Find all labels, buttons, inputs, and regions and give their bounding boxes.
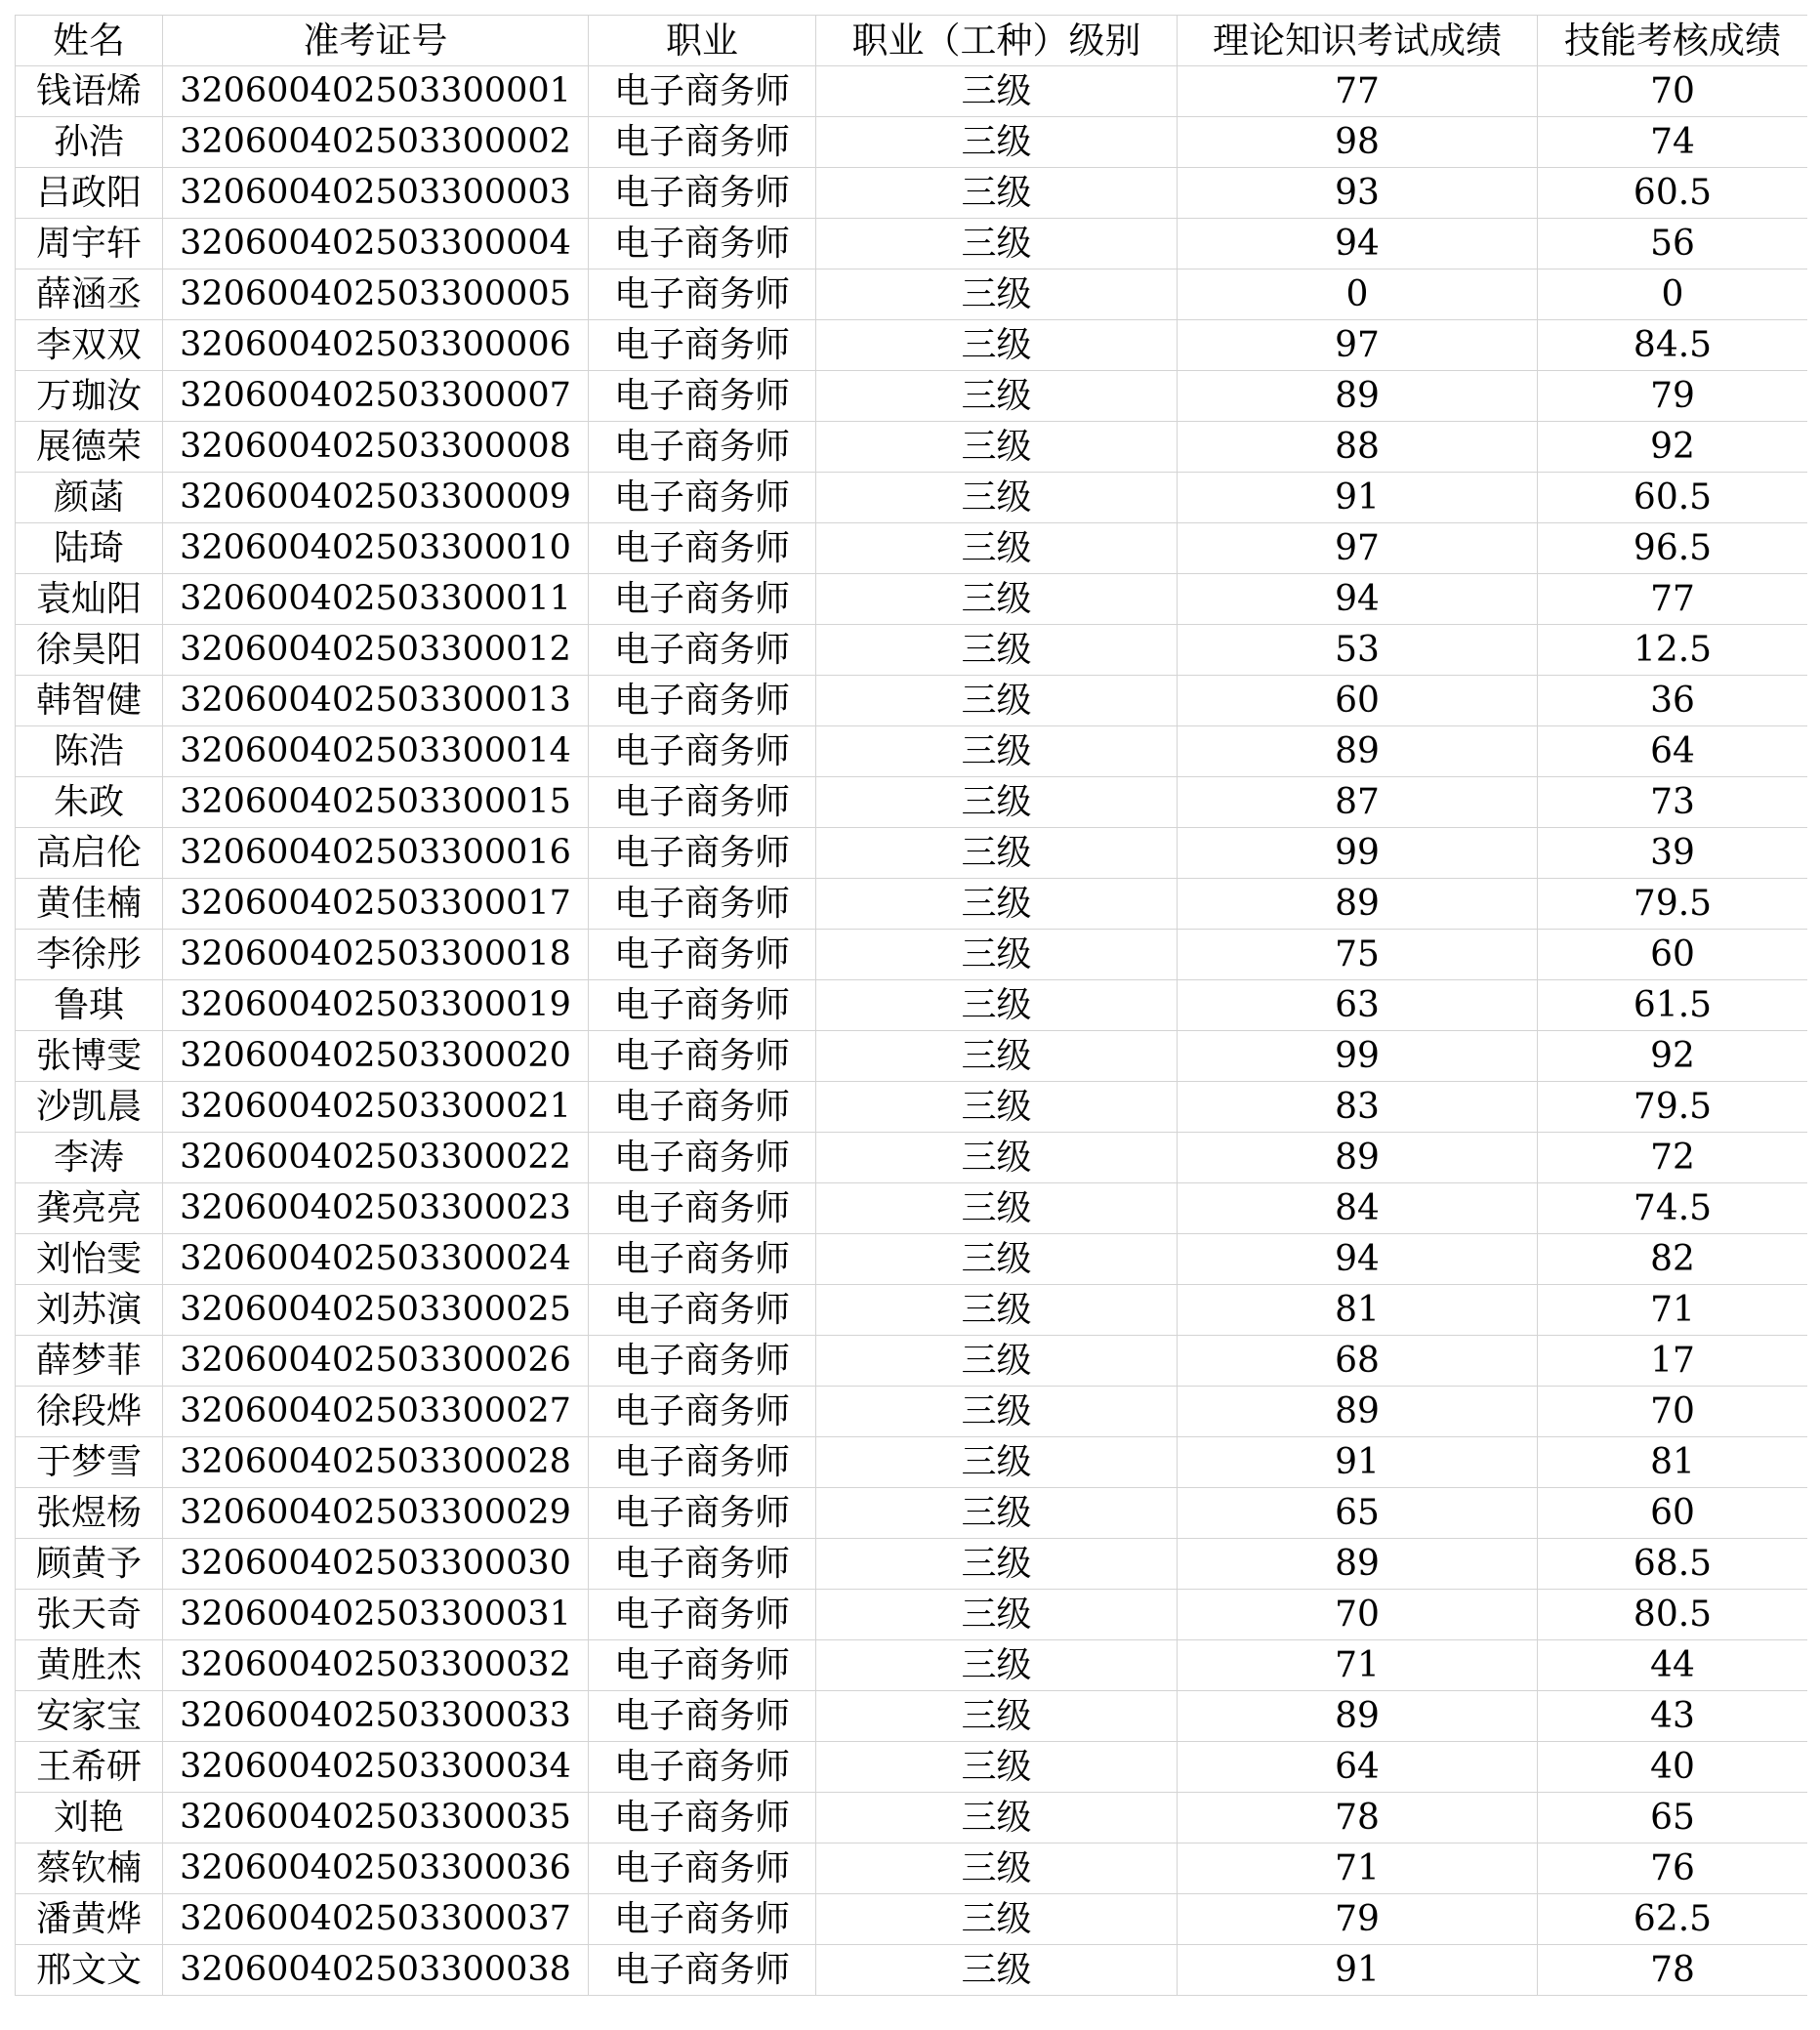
cell-level[interactable]: 三级 bbox=[816, 1082, 1178, 1133]
table-row bbox=[16, 1742, 1808, 1793]
cell-level[interactable]: 三级 bbox=[816, 980, 1178, 1031]
table-row bbox=[16, 219, 1808, 269]
cell-skill-score[interactable]: 81 bbox=[1538, 1437, 1808, 1488]
cell-exam-id[interactable]: 320600402503300010 bbox=[163, 523, 589, 574]
cell-occupation[interactable]: 电子商务师 bbox=[589, 1082, 816, 1133]
cell-name[interactable]: 鲁琪 bbox=[16, 980, 163, 1031]
cell-skill-score[interactable]: 39 bbox=[1538, 828, 1808, 879]
cell-name[interactable]: 李涛 bbox=[16, 1133, 163, 1183]
table-row bbox=[16, 168, 1808, 219]
cell-theory-score[interactable]: 97 bbox=[1178, 320, 1538, 371]
table-row bbox=[16, 117, 1808, 168]
cell-name[interactable]: 周宇轩 bbox=[16, 219, 163, 269]
cell-theory-score[interactable]: 70 bbox=[1178, 1590, 1538, 1640]
cell-theory-score[interactable]: 89 bbox=[1178, 726, 1538, 777]
table-row bbox=[16, 1285, 1808, 1336]
cell-occupation[interactable]: 电子商务师 bbox=[589, 1590, 816, 1640]
cell-exam-id[interactable]: 320600402503300022 bbox=[163, 1133, 589, 1183]
score-sheet bbox=[15, 15, 1807, 2015]
cell-name[interactable]: 徐昊阳 bbox=[16, 625, 163, 676]
cell-skill-score[interactable]: 92 bbox=[1538, 1031, 1808, 1082]
cell-name[interactable]: 李徐彤 bbox=[16, 930, 163, 980]
cell-level[interactable]: 三级 bbox=[816, 625, 1178, 676]
table-row bbox=[16, 1488, 1808, 1539]
cell-name[interactable]: 潘黄烨 bbox=[16, 1894, 163, 1945]
cell-skill-score[interactable]: 76 bbox=[1538, 1844, 1808, 1894]
table-row bbox=[16, 269, 1808, 320]
cell-name[interactable]: 龚亮亮 bbox=[16, 1183, 163, 1234]
cell-level[interactable]: 三级 bbox=[816, 320, 1178, 371]
cell-name[interactable]: 黄佳楠 bbox=[16, 879, 163, 930]
table-row bbox=[16, 1234, 1808, 1285]
cell-theory-score[interactable]: 99 bbox=[1178, 1031, 1538, 1082]
cell-theory-score[interactable]: 75 bbox=[1178, 930, 1538, 980]
cell-theory-score[interactable]: 89 bbox=[1178, 1133, 1538, 1183]
cell-skill-score[interactable]: 64 bbox=[1538, 726, 1808, 777]
cell-theory-score[interactable]: 89 bbox=[1178, 371, 1538, 422]
cell-level[interactable]: 三级 bbox=[816, 1336, 1178, 1387]
table-row bbox=[16, 1031, 1808, 1082]
cell-skill-score[interactable]: 78 bbox=[1538, 1945, 1808, 1996]
cell-theory-score[interactable]: 60 bbox=[1178, 676, 1538, 726]
cell-exam-id[interactable]: 320600402503300027 bbox=[163, 1387, 589, 1437]
cell-name[interactable]: 万珈汝 bbox=[16, 371, 163, 422]
cell-theory-score[interactable]: 89 bbox=[1178, 1691, 1538, 1742]
cell-theory-score[interactable]: 91 bbox=[1178, 1945, 1538, 1996]
cell-occupation[interactable]: 电子商务师 bbox=[589, 473, 816, 523]
cell-level[interactable]: 三级 bbox=[816, 1945, 1178, 1996]
table-row bbox=[16, 1793, 1808, 1844]
cell-level[interactable]: 三级 bbox=[816, 219, 1178, 269]
cell-exam-id[interactable]: 320600402503300003 bbox=[163, 168, 589, 219]
cell-occupation[interactable]: 电子商务师 bbox=[589, 1336, 816, 1387]
cell-exam-id[interactable]: 320600402503300018 bbox=[163, 930, 589, 980]
cell-level[interactable]: 三级 bbox=[816, 371, 1178, 422]
cell-occupation[interactable]: 电子商务师 bbox=[589, 777, 816, 828]
cell-exam-id[interactable]: 320600402503300017 bbox=[163, 879, 589, 930]
cell-level[interactable]: 三级 bbox=[816, 1539, 1178, 1590]
header-row bbox=[16, 16, 1808, 66]
cell-exam-id[interactable]: 320600402503300026 bbox=[163, 1336, 589, 1387]
cell-level[interactable]: 三级 bbox=[816, 828, 1178, 879]
table-row bbox=[16, 625, 1808, 676]
cell-name[interactable]: 刘苏演 bbox=[16, 1285, 163, 1336]
cell-theory-score[interactable]: 94 bbox=[1178, 1234, 1538, 1285]
cell-name[interactable]: 薛梦菲 bbox=[16, 1336, 163, 1387]
table-row bbox=[16, 980, 1808, 1031]
cell-skill-score[interactable]: 44 bbox=[1538, 1640, 1808, 1691]
cell-exam-id[interactable]: 320600402503300035 bbox=[163, 1793, 589, 1844]
cell-skill-score[interactable]: 60 bbox=[1538, 930, 1808, 980]
cell-skill-score[interactable]: 73 bbox=[1538, 777, 1808, 828]
cell-name[interactable]: 刘艳 bbox=[16, 1793, 163, 1844]
cell-exam-id[interactable]: 320600402503300015 bbox=[163, 777, 589, 828]
table-row bbox=[16, 1336, 1808, 1387]
cell-occupation[interactable]: 电子商务师 bbox=[589, 1234, 816, 1285]
cell-theory-score[interactable]: 77 bbox=[1178, 66, 1538, 117]
cell-level[interactable]: 三级 bbox=[816, 676, 1178, 726]
cell-occupation[interactable]: 电子商务师 bbox=[589, 1183, 816, 1234]
table-row bbox=[16, 66, 1808, 117]
table-row bbox=[16, 1387, 1808, 1437]
cell-level[interactable]: 三级 bbox=[816, 574, 1178, 625]
cell-occupation[interactable]: 电子商务师 bbox=[589, 1742, 816, 1793]
cell-exam-id[interactable]: 320600402503300029 bbox=[163, 1488, 589, 1539]
cell-skill-score[interactable]: 71 bbox=[1538, 1285, 1808, 1336]
cell-level[interactable]: 三级 bbox=[816, 117, 1178, 168]
cell-theory-score[interactable]: 93 bbox=[1178, 168, 1538, 219]
cell-theory-score[interactable]: 87 bbox=[1178, 777, 1538, 828]
table-row bbox=[16, 1082, 1808, 1133]
cell-name[interactable]: 钱语烯 bbox=[16, 66, 163, 117]
cell-theory-score[interactable]: 89 bbox=[1178, 1539, 1538, 1590]
cell-name[interactable]: 徐段烨 bbox=[16, 1387, 163, 1437]
cell-occupation[interactable]: 电子商务师 bbox=[589, 117, 816, 168]
cell-exam-id[interactable]: 320600402503300038 bbox=[163, 1945, 589, 1996]
cell-level[interactable]: 三级 bbox=[816, 523, 1178, 574]
cell-occupation[interactable]: 电子商务师 bbox=[589, 1437, 816, 1488]
cell-theory-score[interactable]: 99 bbox=[1178, 828, 1538, 879]
table-row bbox=[16, 726, 1808, 777]
cell-name[interactable]: 刘怡雯 bbox=[16, 1234, 163, 1285]
cell-name[interactable]: 薛涵丞 bbox=[16, 269, 163, 320]
cell-occupation[interactable]: 电子商务师 bbox=[589, 1844, 816, 1894]
table-row bbox=[16, 1183, 1808, 1234]
cell-name[interactable]: 张博雯 bbox=[16, 1031, 163, 1082]
cell-theory-score[interactable]: 89 bbox=[1178, 1387, 1538, 1437]
cell-exam-id[interactable]: 320600402503300031 bbox=[163, 1590, 589, 1640]
cell-theory-score[interactable]: 81 bbox=[1178, 1285, 1538, 1336]
cell-skill-score[interactable]: 40 bbox=[1538, 1742, 1808, 1793]
cell-occupation[interactable]: 电子商务师 bbox=[589, 219, 816, 269]
cell-name[interactable]: 蔡钦楠 bbox=[16, 1844, 163, 1894]
cell-level[interactable]: 三级 bbox=[816, 777, 1178, 828]
cell-theory-score[interactable]: 94 bbox=[1178, 219, 1538, 269]
cell-theory-score[interactable]: 71 bbox=[1178, 1640, 1538, 1691]
cell-skill-score[interactable]: 68.5 bbox=[1538, 1539, 1808, 1590]
cell-occupation[interactable]: 电子商务师 bbox=[589, 828, 816, 879]
cell-level[interactable]: 三级 bbox=[816, 1590, 1178, 1640]
cell-exam-id[interactable]: 320600402503300001 bbox=[163, 66, 589, 117]
cell-skill-score[interactable]: 84.5 bbox=[1538, 320, 1808, 371]
cell-skill-score[interactable]: 80.5 bbox=[1538, 1590, 1808, 1640]
cell-exam-id[interactable]: 320600402503300002 bbox=[163, 117, 589, 168]
cell-name[interactable]: 孙浩 bbox=[16, 117, 163, 168]
cell-exam-id[interactable]: 320600402503300005 bbox=[163, 269, 589, 320]
cell-skill-score[interactable]: 62.5 bbox=[1538, 1894, 1808, 1945]
cell-name[interactable]: 沙凯晨 bbox=[16, 1082, 163, 1133]
cell-name[interactable]: 吕政阳 bbox=[16, 168, 163, 219]
cell-theory-score[interactable]: 63 bbox=[1178, 980, 1538, 1031]
cell-level[interactable]: 三级 bbox=[816, 269, 1178, 320]
cell-exam-id[interactable]: 320600402503300006 bbox=[163, 320, 589, 371]
cell-level[interactable]: 三级 bbox=[816, 1488, 1178, 1539]
cell-occupation[interactable]: 电子商务师 bbox=[589, 574, 816, 625]
cell-exam-id[interactable]: 320600402503300019 bbox=[163, 980, 589, 1031]
cell-occupation[interactable]: 电子商务师 bbox=[589, 1285, 816, 1336]
cell-theory-score[interactable]: 78 bbox=[1178, 1793, 1538, 1844]
cell-skill-score[interactable]: 82 bbox=[1538, 1234, 1808, 1285]
cell-exam-id[interactable]: 320600402503300004 bbox=[163, 219, 589, 269]
cell-skill-score[interactable]: 79 bbox=[1538, 371, 1808, 422]
cell-level[interactable]: 三级 bbox=[816, 66, 1178, 117]
cell-name[interactable]: 王希研 bbox=[16, 1742, 163, 1793]
cell-occupation[interactable]: 电子商务师 bbox=[589, 1945, 816, 1996]
cell-theory-score[interactable]: 91 bbox=[1178, 473, 1538, 523]
table-row bbox=[16, 1894, 1808, 1945]
cell-theory-score[interactable]: 91 bbox=[1178, 1437, 1538, 1488]
table-row bbox=[16, 1539, 1808, 1590]
cell-occupation[interactable]: 电子商务师 bbox=[589, 1031, 816, 1082]
cell-theory-score[interactable]: 97 bbox=[1178, 523, 1538, 574]
table-row bbox=[16, 879, 1808, 930]
cell-occupation[interactable]: 电子商务师 bbox=[589, 1793, 816, 1844]
cell-theory-score[interactable]: 0 bbox=[1178, 269, 1538, 320]
cell-name[interactable]: 黄胜杰 bbox=[16, 1640, 163, 1691]
cell-skill-score[interactable]: 70 bbox=[1538, 1387, 1808, 1437]
cell-level[interactable]: 三级 bbox=[816, 1691, 1178, 1742]
cell-theory-score[interactable]: 98 bbox=[1178, 117, 1538, 168]
cell-level[interactable]: 三级 bbox=[816, 1793, 1178, 1844]
table-row bbox=[16, 1691, 1808, 1742]
table-row bbox=[16, 930, 1808, 980]
cell-occupation[interactable]: 电子商务师 bbox=[589, 1133, 816, 1183]
table-row bbox=[16, 371, 1808, 422]
cell-theory-score[interactable]: 79 bbox=[1178, 1894, 1538, 1945]
cell-exam-id[interactable]: 320600402503300007 bbox=[163, 371, 589, 422]
cell-level[interactable]: 三级 bbox=[816, 1437, 1178, 1488]
cell-exam-id[interactable]: 320600402503300023 bbox=[163, 1183, 589, 1234]
cell-occupation[interactable]: 电子商务师 bbox=[589, 1488, 816, 1539]
cell-skill-score[interactable]: 72 bbox=[1538, 1133, 1808, 1183]
cell-level[interactable]: 三级 bbox=[816, 422, 1178, 473]
cell-occupation[interactable]: 电子商务师 bbox=[589, 625, 816, 676]
cell-theory-score[interactable]: 71 bbox=[1178, 1844, 1538, 1894]
cell-name[interactable]: 张天奇 bbox=[16, 1590, 163, 1640]
cell-name[interactable]: 顾黄予 bbox=[16, 1539, 163, 1590]
cell-exam-id[interactable]: 320600402503300025 bbox=[163, 1285, 589, 1336]
cell-name[interactable]: 袁灿阳 bbox=[16, 574, 163, 625]
cell-theory-score[interactable]: 89 bbox=[1178, 879, 1538, 930]
cell-skill-score[interactable]: 56 bbox=[1538, 219, 1808, 269]
cell-exam-id[interactable]: 320600402503300011 bbox=[163, 574, 589, 625]
cell-name[interactable]: 张煜杨 bbox=[16, 1488, 163, 1539]
cell-skill-score[interactable]: 74.5 bbox=[1538, 1183, 1808, 1234]
cell-occupation[interactable]: 电子商务师 bbox=[589, 980, 816, 1031]
cell-name[interactable]: 展德荣 bbox=[16, 422, 163, 473]
cell-skill-score[interactable]: 77 bbox=[1538, 574, 1808, 625]
cell-occupation[interactable]: 电子商务师 bbox=[589, 1539, 816, 1590]
cell-exam-id[interactable]: 320600402503300013 bbox=[163, 676, 589, 726]
cell-level[interactable]: 三级 bbox=[816, 1133, 1178, 1183]
cell-skill-score[interactable]: 43 bbox=[1538, 1691, 1808, 1742]
cell-theory-score[interactable]: 68 bbox=[1178, 1336, 1538, 1387]
table-row bbox=[16, 1640, 1808, 1691]
table-row bbox=[16, 574, 1808, 625]
table-row bbox=[16, 828, 1808, 879]
cell-name[interactable]: 邢文文 bbox=[16, 1945, 163, 1996]
cell-skill-score[interactable]: 61.5 bbox=[1538, 980, 1808, 1031]
cell-exam-id[interactable]: 320600402503300020 bbox=[163, 1031, 589, 1082]
cell-level[interactable]: 三级 bbox=[816, 1031, 1178, 1082]
cell-level[interactable]: 三级 bbox=[816, 1285, 1178, 1336]
cell-skill-score[interactable]: 65 bbox=[1538, 1793, 1808, 1844]
cell-exam-id[interactable]: 320600402503300016 bbox=[163, 828, 589, 879]
cell-theory-score[interactable]: 64 bbox=[1178, 1742, 1538, 1793]
cell-theory-score[interactable]: 84 bbox=[1178, 1183, 1538, 1234]
cell-exam-id[interactable]: 320600402503300030 bbox=[163, 1539, 589, 1590]
cell-theory-score[interactable]: 65 bbox=[1178, 1488, 1538, 1539]
cell-skill-score[interactable]: 36 bbox=[1538, 676, 1808, 726]
cell-name[interactable]: 陈浩 bbox=[16, 726, 163, 777]
cell-skill-score[interactable]: 79.5 bbox=[1538, 1082, 1808, 1133]
cell-theory-score[interactable]: 94 bbox=[1178, 574, 1538, 625]
cell-theory-score[interactable]: 83 bbox=[1178, 1082, 1538, 1133]
cell-name[interactable]: 高启伦 bbox=[16, 828, 163, 879]
cell-level[interactable]: 三级 bbox=[816, 930, 1178, 980]
table-row bbox=[16, 1844, 1808, 1894]
cell-level[interactable]: 三级 bbox=[816, 473, 1178, 523]
cell-occupation[interactable]: 电子商务师 bbox=[589, 879, 816, 930]
cell-occupation[interactable]: 电子商务师 bbox=[589, 1387, 816, 1437]
cell-skill-score[interactable]: 60.5 bbox=[1538, 168, 1808, 219]
cell-occupation[interactable]: 电子商务师 bbox=[589, 1894, 816, 1945]
header-level[interactable]: 职业（工种）级别 bbox=[816, 16, 1178, 66]
cell-level[interactable]: 三级 bbox=[816, 1183, 1178, 1234]
cell-exam-id[interactable]: 320600402503300021 bbox=[163, 1082, 589, 1133]
table-row bbox=[16, 1133, 1808, 1183]
cell-occupation[interactable]: 电子商务师 bbox=[589, 168, 816, 219]
cell-exam-id[interactable]: 320600402503300008 bbox=[163, 422, 589, 473]
cell-exam-id[interactable]: 320600402503300037 bbox=[163, 1894, 589, 1945]
cell-occupation[interactable]: 电子商务师 bbox=[589, 523, 816, 574]
score-table bbox=[15, 15, 1807, 1996]
table-row bbox=[16, 523, 1808, 574]
cell-exam-id[interactable]: 320600402503300034 bbox=[163, 1742, 589, 1793]
cell-level[interactable]: 三级 bbox=[816, 1640, 1178, 1691]
cell-skill-score[interactable]: 92 bbox=[1538, 422, 1808, 473]
table-row bbox=[16, 473, 1808, 523]
table-row bbox=[16, 422, 1808, 473]
cell-skill-score[interactable]: 12.5 bbox=[1538, 625, 1808, 676]
cell-exam-id[interactable]: 320600402503300028 bbox=[163, 1437, 589, 1488]
cell-level[interactable]: 三级 bbox=[816, 168, 1178, 219]
table-row bbox=[16, 777, 1808, 828]
header-exam-id[interactable]: 准考证号 bbox=[163, 16, 589, 66]
cell-exam-id[interactable]: 320600402503300036 bbox=[163, 1844, 589, 1894]
cell-level[interactable]: 三级 bbox=[816, 879, 1178, 930]
cell-name[interactable]: 安家宝 bbox=[16, 1691, 163, 1742]
cell-skill-score[interactable]: 60 bbox=[1538, 1488, 1808, 1539]
cell-name[interactable]: 韩智健 bbox=[16, 676, 163, 726]
cell-skill-score[interactable]: 74 bbox=[1538, 117, 1808, 168]
cell-level[interactable]: 三级 bbox=[816, 1894, 1178, 1945]
cell-occupation[interactable]: 电子商务师 bbox=[589, 422, 816, 473]
cell-skill-score[interactable]: 17 bbox=[1538, 1336, 1808, 1387]
cell-occupation[interactable]: 电子商务师 bbox=[589, 320, 816, 371]
header-theory-score[interactable]: 理论知识考试成绩 bbox=[1178, 16, 1538, 66]
cell-level[interactable]: 三级 bbox=[816, 1387, 1178, 1437]
cell-occupation[interactable]: 电子商务师 bbox=[589, 269, 816, 320]
cell-theory-score[interactable]: 53 bbox=[1178, 625, 1538, 676]
cell-skill-score[interactable]: 96.5 bbox=[1538, 523, 1808, 574]
cell-level[interactable]: 三级 bbox=[816, 1844, 1178, 1894]
table-row bbox=[16, 1945, 1808, 1996]
cell-exam-id[interactable]: 320600402503300024 bbox=[163, 1234, 589, 1285]
cell-name[interactable]: 于梦雪 bbox=[16, 1437, 163, 1488]
cell-level[interactable]: 三级 bbox=[816, 1742, 1178, 1793]
cell-occupation[interactable]: 电子商务师 bbox=[589, 371, 816, 422]
cell-exam-id[interactable]: 320600402503300012 bbox=[163, 625, 589, 676]
cell-occupation[interactable]: 电子商务师 bbox=[589, 676, 816, 726]
cell-occupation[interactable]: 电子商务师 bbox=[589, 1640, 816, 1691]
header-skill-score[interactable]: 技能考核成绩 bbox=[1538, 16, 1808, 66]
cell-occupation[interactable]: 电子商务师 bbox=[589, 726, 816, 777]
cell-name[interactable]: 朱政 bbox=[16, 777, 163, 828]
cell-occupation[interactable]: 电子商务师 bbox=[589, 1691, 816, 1742]
cell-exam-id[interactable]: 320600402503300009 bbox=[163, 473, 589, 523]
cell-theory-score[interactable]: 88 bbox=[1178, 422, 1538, 473]
cell-skill-score[interactable]: 70 bbox=[1538, 66, 1808, 117]
cell-name[interactable]: 颜菡 bbox=[16, 473, 163, 523]
header-name[interactable]: 姓名 bbox=[16, 16, 163, 66]
cell-exam-id[interactable]: 320600402503300032 bbox=[163, 1640, 589, 1691]
cell-skill-score[interactable]: 60.5 bbox=[1538, 473, 1808, 523]
cell-name[interactable]: 李双双 bbox=[16, 320, 163, 371]
cell-exam-id[interactable]: 320600402503300014 bbox=[163, 726, 589, 777]
cell-name[interactable]: 陆琦 bbox=[16, 523, 163, 574]
table-row bbox=[16, 1437, 1808, 1488]
table-row bbox=[16, 676, 1808, 726]
cell-skill-score[interactable]: 0 bbox=[1538, 269, 1808, 320]
cell-exam-id[interactable]: 320600402503300033 bbox=[163, 1691, 589, 1742]
table-row bbox=[16, 1590, 1808, 1640]
header-occupation[interactable]: 职业 bbox=[589, 16, 816, 66]
cell-occupation[interactable]: 电子商务师 bbox=[589, 930, 816, 980]
cell-skill-score[interactable]: 79.5 bbox=[1538, 879, 1808, 930]
cell-level[interactable]: 三级 bbox=[816, 1234, 1178, 1285]
cell-occupation[interactable]: 电子商务师 bbox=[589, 66, 816, 117]
cell-level[interactable]: 三级 bbox=[816, 726, 1178, 777]
table-row bbox=[16, 320, 1808, 371]
